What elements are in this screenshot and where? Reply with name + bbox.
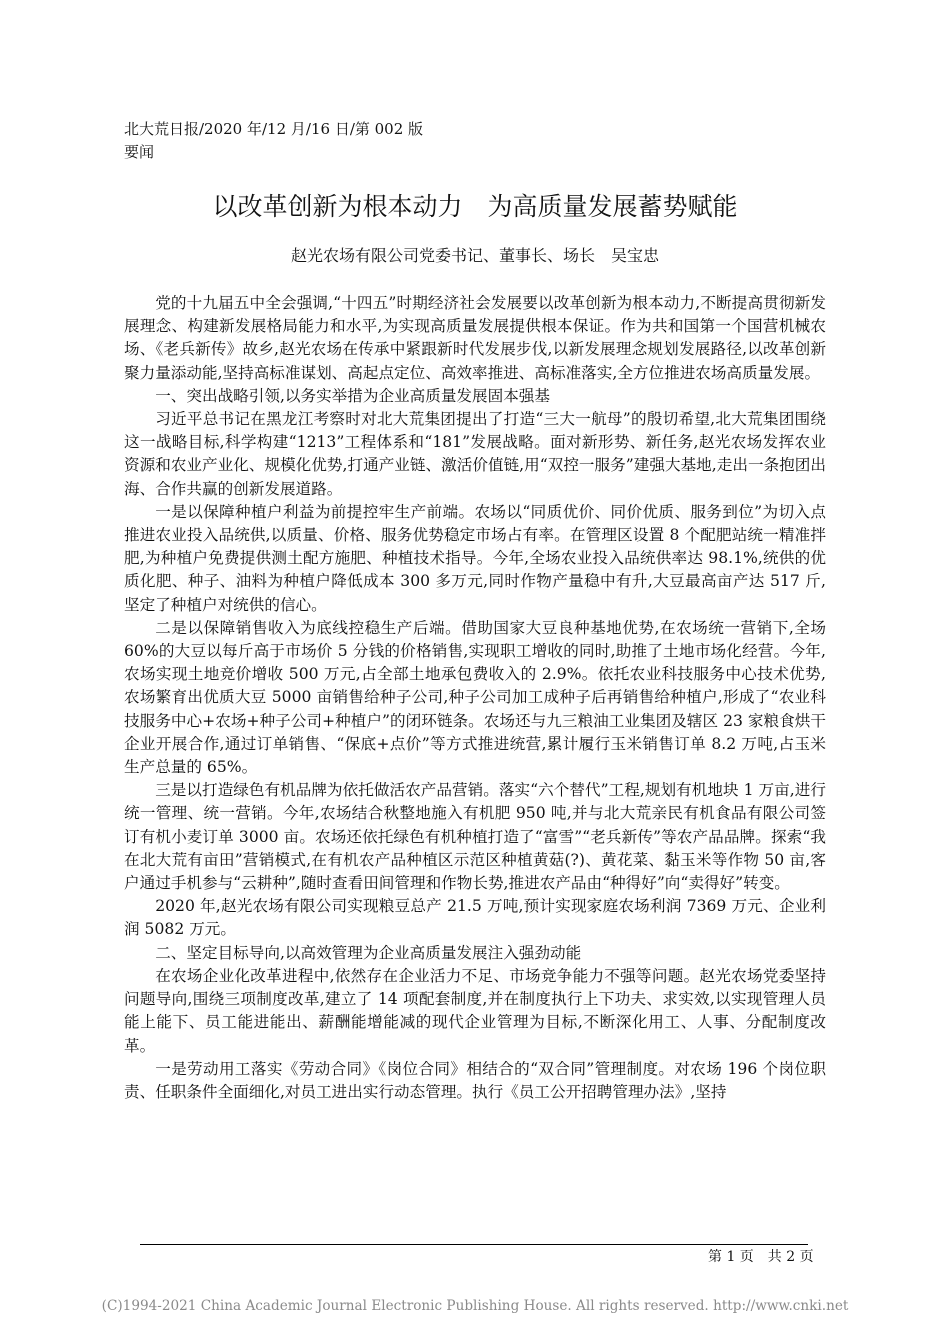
source-line: 北大荒日报/2020 年/12 月/16 日/第 002 版: [124, 120, 424, 138]
section-label: 要闻: [124, 143, 155, 161]
paragraph: 在农场企业化改革进程中,依然存在企业活力不足、市场竞争能力不强等问题。赵光农场党委坚持问题导向,围绕三项制度改革,建立了 14 项配套制度,并在制度执行上下功夫、求实效,以实现管理人员能上能下、员工能进能出、薪酬能增能减的现代企业管理为目标,不断深化用工、人事、分配制度改革。: [124, 966, 826, 1055]
page-indicator: 第 1 页 共 2 页: [708, 1249, 814, 1265]
paragraph: 二是以保障销售收入为底线控稳生产后端。借助国家大豆良种基地优势,在农场统一营销下,全场 60%的大豆以每斤高于市场价 5 分钱的价格销售,实现职工增收的同时,助推了土地市场化经营。今年,农场实现土地竞价增收 500 万元,占全部土地承包费收入的 2.9%。依托农业科技服务中心技术优势,农场繁育出优质大豆 5000 亩销售给种子公司,种子公司加工成种子后再销售给种植户,形成了“农业科技服务中心+农场+种子公司+种植户”的闭环链条。农场还与九三粮油工业集团及辖区 23 家粮食烘干企业开展合作,通过订单销售、“保底+点价”等方式推进统营,累计履行玉米销售订单 8.2 万吨,占玉米生产总量的 65%。: [124, 618, 826, 777]
section-heading: 二、坚定目标导向,以高效管理为企业高质量发展注入强劲动能: [155, 943, 582, 962]
paragraph: 党的十九届五中全会强调,“十四五”时期经济社会发展要以改革创新为根本动力,不断提高贯彻新发展理念、构建新发展格局能力和水平,为实现高质量发展提供根本保证。作为共和国第一个国营机械农场、《老兵新传》故乡,赵光农场在传承中紧跟新时代发展步伐,以新发展理念规划发展路径,以改革创新聚力量添动能,坚持高标准谋划、高起点定位、高效率推进、高标准落实,全方位推进农场高质量发展。: [124, 294, 826, 382]
section-heading: 一、突出战略引领,以务实举措为企业高质量发展固本强基: [155, 386, 550, 405]
article-title: 以改革创新为根本动力 为高质量发展蓄势赋能: [212, 192, 738, 221]
paragraph: 习近平总书记在黑龙江考察时对北大荒集团提出了打造“三大一航母”的殷切希望,北大荒集团围绕这一战略目标,科学构建“1213”工程体系和“181”发展战略。面对新形势、新任务,赵光农场发挥农业资源和农业产业化、规模化优势,打通产业链、激活价值链,用“双控一服务”建强大基地,走出一条抱团出海、合作共赢的创新发展道路。: [124, 410, 826, 498]
paragraph: 一是劳动用工落实《劳动合同》《岗位合同》相结合的“双合同”管理制度。对农场 196 个岗位职责、任职条件全面细化,对员工进出实行动态管理。执行《员工公开招聘管理办法》,坚持: [124, 1059, 826, 1101]
paragraph: 三是以打造绿色有机品牌为依托做活农产品营销。落实“六个替代”工程,规划有机地块 1 万亩,进行统一管理、统一营销。今年,农场结合秋整地施入有机肥 950 吨,并与北大荒亲民有机食品有限公司签订有机小麦订单 3000 亩。农场还依托绿色有机种植打造了“富雪”“老兵新传”等农产品品牌。探索“我在北大荒有亩田”营销模式,在有机农产品种植区示范区种植黄菇(?)、黄花菜、黏玉米等作物 50 亩,客户通过手机参与“云耕种”,随时查看田间管理和作物长势,推进农产品由“种得好”向“卖得好”转变。: [124, 781, 826, 893]
paragraph: 2020 年,赵光农场有限公司实现粮豆总产 21.5 万吨,预计实现家庭农场利润 7369 万元、企业利润 5082 万元。: [124, 897, 826, 939]
source-info: [124, 118, 423, 164]
article-body: [124, 292, 826, 1104]
article-author: 赵光农场有限公司党委书记、董事长、场长 吴宝忠: [290, 246, 659, 265]
paragraph: 一是以保障种植户利益为前提控牢生产前端。农场以“同质优价、同价优质、服务到位”为切入点推进农业投入品统供,以质量、价格、服务优势稳定市场占有率。在管理区设置 8 个配肥站统一精准拌肥,为种植户免费提供测土配方施肥、种植技术指导。今年,全场农业投入品统供率达 98.1%,统供的优质化肥、种子、油料为种植户降低成本 300 多万元,同时作物产量稳中有升,大豆最高亩产达 517 斤,坚定了种植户对统供的信心。: [124, 502, 826, 614]
footer-divider: [140, 1244, 808, 1245]
copyright-notice: (C)1994-2021 China Academic Journal Electronic Publishing House. All rights reserved. http://www.cnki.net: [101, 1298, 849, 1314]
